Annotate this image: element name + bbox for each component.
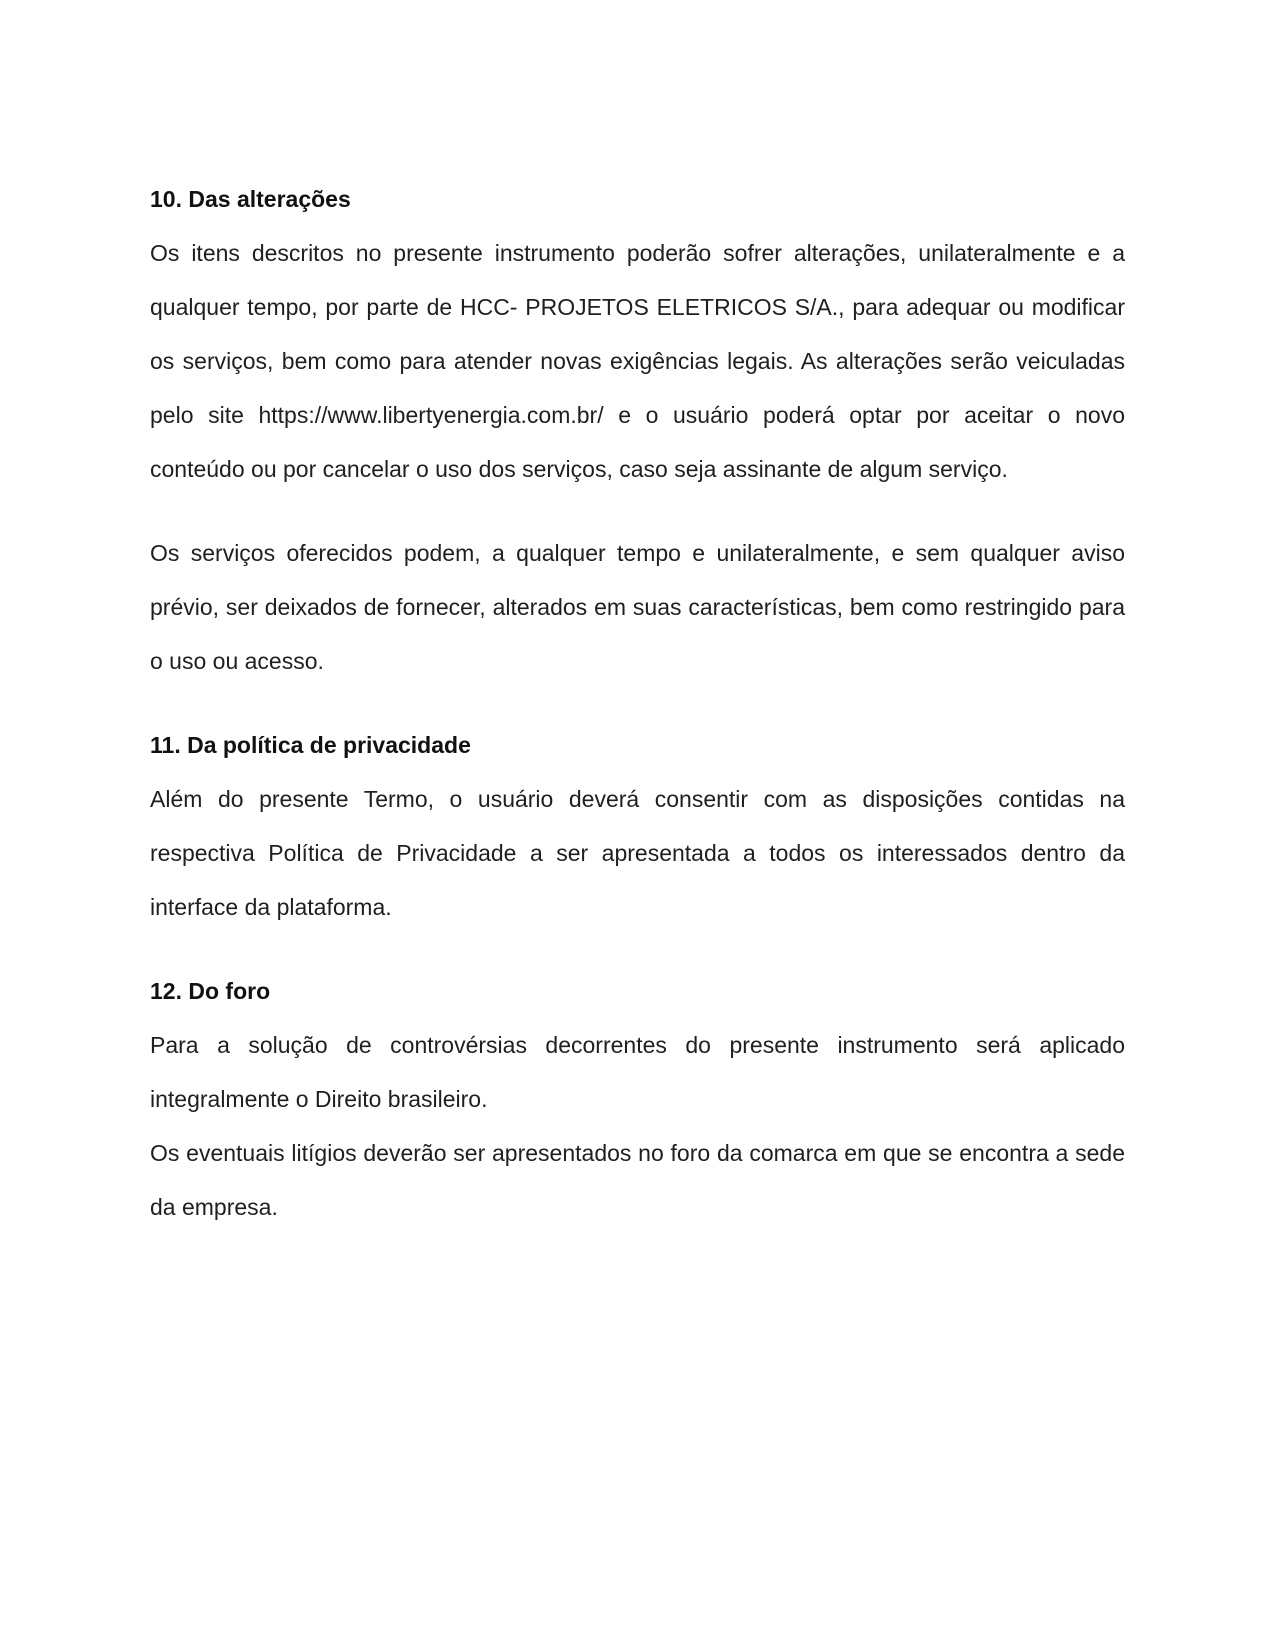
section-title-privacidade: 11. Da política de privacidade bbox=[150, 732, 471, 758]
paragraph-spacer bbox=[150, 496, 1125, 526]
section-spacer bbox=[150, 934, 1125, 964]
paragraph-foro-1: Para a solução de controvérsias decorrentes do presente instrumento será aplicado integralmente o Direito brasileiro. bbox=[150, 1032, 1125, 1112]
document-page bbox=[150, 172, 1125, 1234]
paragraph-foro-2: Os eventuais litígios deverão ser apresentados no foro da comarca em que se encontra a sede da empresa. bbox=[150, 1140, 1125, 1220]
paragraph-alteracoes-1: Os itens descritos no presente instrumento poderão sofrer alterações, unilateralmente e a qualquer tempo, por parte de HCC- PROJETOS ELETRICOS S/A., para adequar ou modificar os serviços, bem como para atender novas exigências legais. As alterações serão veiculadas pelo site https://www.libertyenergia.com.br/ e o usuário poderá optar por aceitar o novo conteúdo ou por cancelar o uso dos serviços, caso seja assinante de algum serviço. bbox=[150, 240, 1125, 482]
section-spacer bbox=[150, 688, 1125, 718]
section-title-alteracoes: 10. Das alterações bbox=[150, 186, 351, 212]
paragraph-privacidade-1: Além do presente Termo, o usuário deverá consentir com as disposições contidas na respectiva Política de Privacidade a ser apresentada a todos os interessados dentro da interface da plataforma. bbox=[150, 786, 1125, 920]
section-title-foro: 12. Do foro bbox=[150, 978, 271, 1004]
paragraph-alteracoes-2: Os serviços oferecidos podem, a qualquer tempo e unilateralmente, e sem qualquer aviso prévio, ser deixados de fornecer, alterados em suas características, bem como restringido para o uso ou acesso. bbox=[150, 540, 1125, 674]
